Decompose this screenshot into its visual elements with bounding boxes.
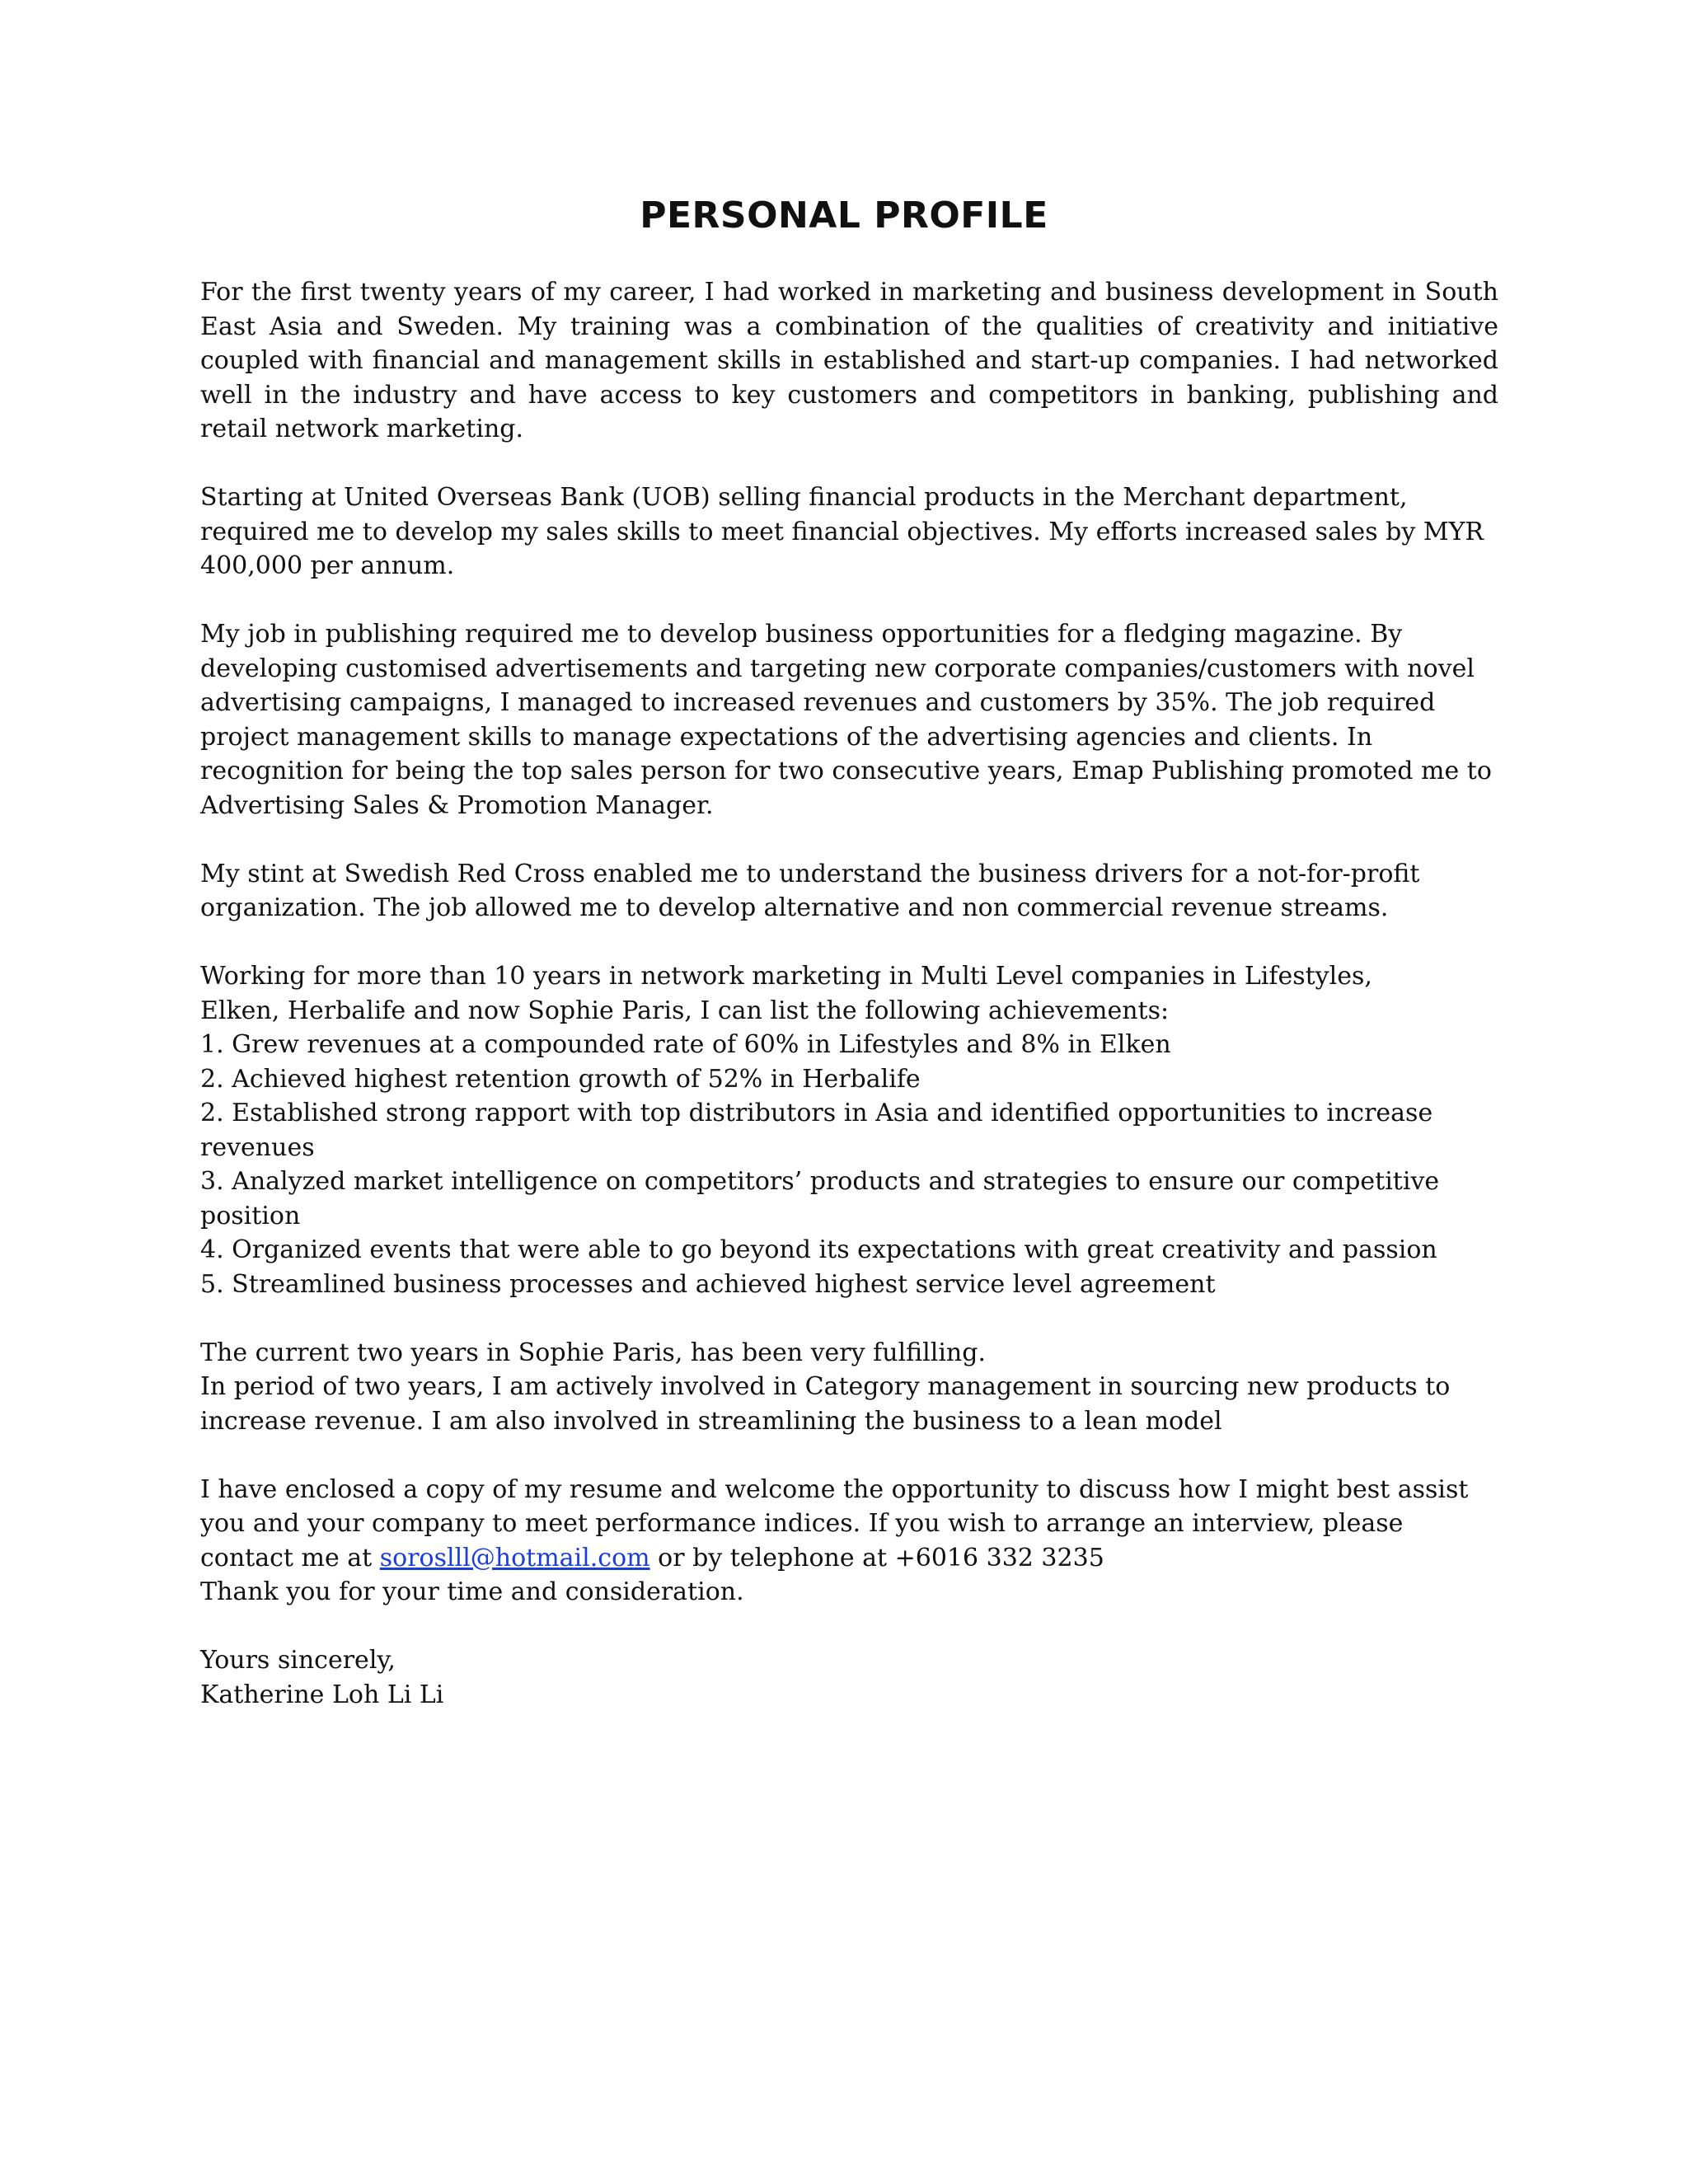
network-marketing-section [200, 959, 1498, 1301]
signature-block [200, 1643, 1498, 1712]
salutation: Yours sincerely, [200, 1646, 396, 1675]
achievement-item: 3. Analyzed market intelligence on competitors’ products and strategies to ensure our competitive position [200, 1167, 1440, 1230]
closing-section [200, 1473, 1498, 1610]
intro-paragraph: For the first twenty years of my career, I had worked in marketing and business development in South East Asia and Sweden. My training was a combination of the qualities of creativity and initiative coupled with financial and management skills in established and start-up companies. I had networked well in the industry and have access to key customers and competitors in banking, publishing and retail network marketing. [200, 278, 1498, 443]
network-marketing-intro-line-1: Working for more than 10 years in network marketing in Multi Level companies in Lifestyles, [200, 962, 1372, 991]
publishing-paragraph: My job in publishing required me to develop business opportunities for a fledging magazine. By developing customised advertisements and targeting new corporate companies/customers with novel advertising campaigns, I managed to increased revenues and customers by 35%. The job required project management skills to manage expectations of the advertising agencies and clients. In recognition for being the top sales person for two consecutive years, Emap Publishing promoted me to Advertising Sales & Promotion Manager. [200, 620, 1492, 820]
achievement-item: 2. Achieved highest retention growth of 52% in Herbalife [200, 1064, 921, 1094]
red-cross-paragraph: My stint at Swedish Red Cross enabled me to understand the business drivers for a not-for-profit organization. The job allowed me to develop alternative and non commercial revenue streams. [200, 859, 1420, 922]
uob-paragraph: Starting at United Overseas Bank (UOB) selling financial products in the Merchant department, required me to develop my sales skills to meet financial objectives. My efforts increased sales by MYR 400,000 per annum. [200, 483, 1484, 580]
telephone-text: or by telephone at +6016 332 3235 [658, 1543, 1104, 1572]
document-body [200, 275, 1498, 1712]
thank-you-line: Thank you for your time and consideration. [200, 1577, 744, 1606]
achievement-item: 2. Established strong rapport with top distributors in Asia and identified opportunities to increase revenues [200, 1099, 1433, 1162]
sophie-paris-section [200, 1336, 1498, 1439]
closing-text: I have enclosed a copy of my resume and welcome the opportunity to discuss how I might best assist you and your company to meet performance indices. If you wish to arrange an interview, please contact me at [200, 1474, 1469, 1572]
email-link[interactable]: soroslll@hotmail.com [379, 1543, 650, 1572]
achievement-item: 4. Organized events that were able to go beyond its expectations with great creativity and passion [200, 1235, 1437, 1264]
achievement-item: 5. Streamlined business processes and achieved highest service level agreement [200, 1269, 1216, 1299]
page-title: PERSONAL PROFILE [640, 194, 1048, 237]
achievement-item: 1. Grew revenues at a compounded rate of 60% in Lifestyles and 8% in Elken [200, 1030, 1171, 1059]
signature-name: Katherine Loh Li Li [200, 1680, 444, 1709]
sophie-paris-line-2: In period of two years, I am actively involved in Category management in sourcing new products to increase revenue. I am also involved in streamlining the business to a lean model [200, 1372, 1451, 1436]
sophie-paris-line-1: The current two years in Sophie Paris, has been very fulfilling. [200, 1338, 986, 1367]
network-marketing-intro-line-2: Elken, Herbalife and now Sophie Paris, I can list the following achievements: [200, 996, 1170, 1025]
